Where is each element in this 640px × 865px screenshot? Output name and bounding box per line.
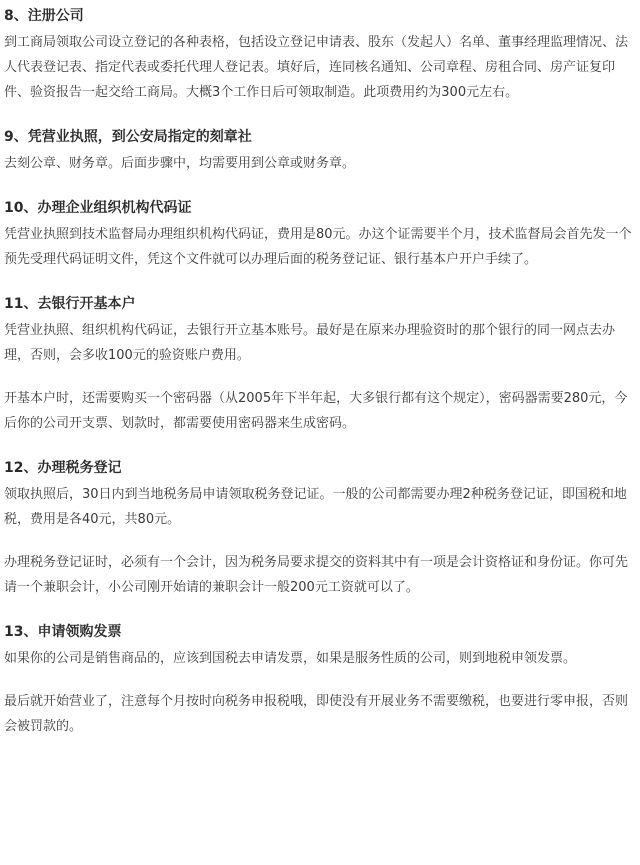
section-heading: 10、办理企业组织机构代码证 [4,200,192,216]
section-8-register-company [4,6,632,105]
section-heading: 12、办理税务登记 [4,460,122,476]
section-9-seal-engraving [4,127,632,176]
section-paragraph: 凭营业执照、组织机构代码证，去银行开立基本账号。最好是在原来办理验资时的那个银行的同一网点去办理，否则，会多收100元的验资账户费用。 [4,323,616,363]
section-heading: 8、注册公司 [4,8,84,24]
section-heading: 13、申请领购发票 [4,624,122,640]
section-paragraph: 开基本户时，还需要购买一个密码器（从2005年下半年起，大多银行都有这个规定），密码器需要280元，今后你的公司开支票、划款时，都需要使用密码器来生成密码。 [4,391,628,431]
section-paragraph: 去刻公章、财务章。后面步骤中，均需要用到公章或财务章。 [4,156,356,171]
section-heading: 9、凭营业执照，到公安局指定的刻章社 [4,129,252,145]
section-paragraph: 办理税务登记证时，必须有一个会计，因为税务局要求提交的资料其中有一项是会计资格证和身份证。你可先请一个兼职会计，小公司刚开始请的兼职会计一般200元工资就可以了。 [4,555,629,595]
section-paragraph: 领取执照后，30日内到当地税务局申请领取税务登记证。一般的公司都需要办理2种税务登记证，即国税和地税，费用是各40元，共80元。 [4,487,627,527]
section-12-tax-registration [4,458,632,600]
section-11-bank-account [4,294,632,436]
section-paragraph: 最后就开始营业了，注意每个月按时向税务申报税哦，即使没有开展业务不需要缴税，也要进行零申报，否则会被罚款的。 [4,694,629,734]
section-heading: 11、去银行开基本户 [4,296,136,312]
section-10-organization-code [4,198,632,272]
section-13-invoices [4,622,632,739]
section-paragraph: 如果你的公司是销售商品的，应该到国税去申请发票，如果是服务性质的公司，则到地税申领发票。 [4,651,577,666]
section-paragraph: 到工商局领取公司设立登记的各种表格，包括设立登记申请表、股东（发起人）名单、董事经理监理情况、法人代表登记表、指定代表或委托代理人登记表。填好后，连同核名通知、公司章程、房租合同、房产证复印件、验资报告一起交给工商局。大概3个工作日后可领取制造。此项费用约为300元左右。 [4,35,629,100]
section-paragraph: 凭营业执照到技术监督局办理组织机构代码证，费用是80元。办这个证需要半个月，技术监督局会首先发一个预先受理代码证明文件，凭这个文件就可以办理后面的税务登记证、银行基本户开户手续了。 [4,227,632,267]
